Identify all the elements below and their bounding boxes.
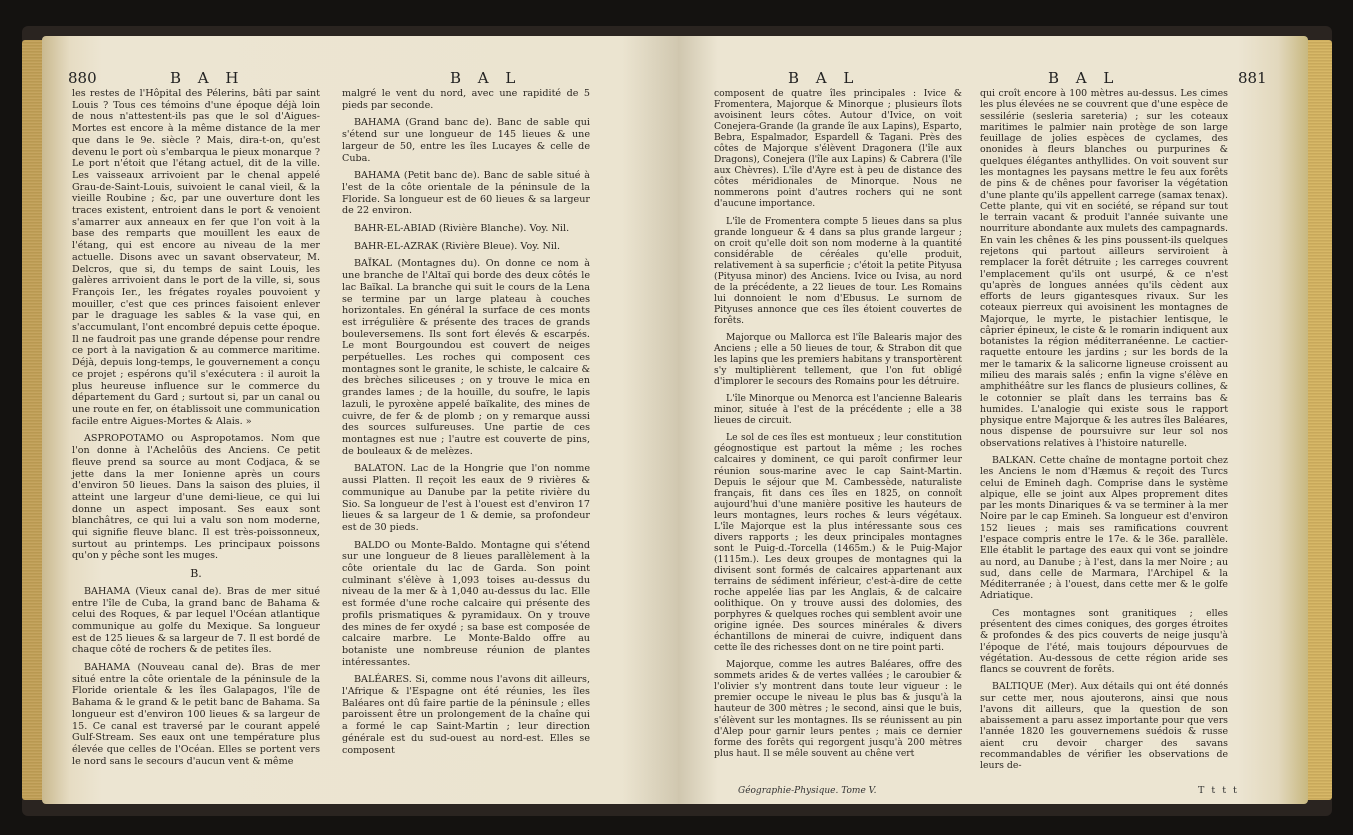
right-page-column-2 <box>980 88 1228 778</box>
paragraph: BAHAMA (Vieux canal de). Bras de mer situé entre l'île de Cuba, la grand banc de Bahama & celui des Roques, & par lequel l'Océan atlantique communique au golfe du Mexique. Sa longueur est de 125 lieues & sa largeur de 7. Il est bordé de chaque côté de rochers & de petites îles. <box>72 585 320 656</box>
right-page-column-1 <box>714 88 962 765</box>
left-page-column-2 <box>342 88 590 762</box>
paragraph: BALKAN. Cette chaîne de montagne portoit chez les Anciens le nom d'Hæmus & reçoit des Turcs celui de Emineh dagh. Comprise dans le système alpique, elle se joint aux Alpes proprement dites par les monts Dinariques & va se terminer à la mer Noire par le cap Emineh. Sa longueur est d'environ 152 lieues ; mais ses ramifications couvrent l'espace compris entre le 17e. & le 36e. parallèle. Elle établit le partage des eaux qui vont se joindre au nord, au Danube ; à l'est, dans la mer Noire ; au sud, dans celle de Marmara, l'Archipel & la Méditerranée ; à l'ouest, dans cette mer & le golfe Adriatique. <box>980 455 1228 602</box>
paragraph: ASPROPOTAMO ou Aspropotamos. Nom que l'on donne à l'Achelôüs des Anciens. Ce petit fleuve prend sa source au mont Codjaca, & se jette dans la mer Ionienne après un cours d'environ 50 lieues. Dans la saison des pluies, il atteint une largeur d'une demi-lieue, ce qui lui donne un aspect imposant. Ses eaux sont blanchâtres, ce qui lui a valu son nom moderne, qui signifie fleuve blanc. Il est très-poissonneux, surtout au printemps. Les principaux poissons qu'on y pêche sont les muges. <box>72 433 320 562</box>
paragraph: Majorque, comme les autres Baléares, offre des sommets arides & de vertes vallées ; le caroubier & l'olivier s'y montrent dans toute leur vigueur : le premier occupe le niveau le plus bas & jusqu'à la hauteur de 300 mètres ; le second, ainsi que le buis, s'élèvent sur les montagnes. Ils se réunissent au pin d'Alep pour garnir leurs pentes ; mais ce dernier forme des forêts qui regorgent jusqu'à 200 mètres plus haut. Il se mêle souvent au chêne vert <box>714 659 962 759</box>
page-number-left: 880 <box>68 69 97 87</box>
paragraph: BAHR-EL-AZRAK (Rivière Bleue). Voy. Nil. <box>354 240 561 252</box>
paragraph: Ces montagnes sont granitiques ; elles présentent des cimes coniques, des gorges étroites & profondes & des pics couverts de neige jusqu'à l'époque de l'été, mais toujours dépourvues de végétation. Au-dessous de cette région aride ses flancs se couvrent de forêts. <box>980 607 1228 676</box>
running-head-left-a: B A H <box>170 69 245 87</box>
right-page <box>678 36 1308 804</box>
left-page <box>42 36 682 804</box>
paragraph: qui croît encore à 100 mètres au-dessus. Les cimes les plus élevées ne se couvrent que d'une espèce de sessilérie (sesleria sareteria) ; sur les coteaux maritimes le palmier nain protège de son large feuillage de jolies espèces de cyclames, des ononides à fleurs blanches ou purpurines & quelques élégantes anthyllides. On voit souvent sur les montagnes les paysans mettre le feu aux forêts de pins & de chênes pour favoriser la végétation d'une plante qu'ils appellent carrege (samax tenax). Cette plante, qui vit en société, se répand sur tout le terrain vacant & produit l'année suivante une nourriture abondante aux mulets des campagnards. En vain les chênes & les pins poussent-ils quelques rejetons qui partout ailleurs serviroient à remplacer la forêt détruite ; les carreges couvrent l'emplacement qu'ils ont usurpé, & ce n'est qu'après de longues années qu'ils cèdent aux efforts de leurs gigantesques rivaux. Sur les coteaux pierreux qui avoisinent les montagnes de Majorque, le myrte, le pistachier lentisque, le câprier épineux, le ciste & le romarin indiquent aux botanistes la région méditerranéenne. Le cactier-raquette entoure les jardins ; sur les bords de la mer le tamarix & la salicorne ligneuse croissent au milieu des marais salés ; enfin la vigne s'élève en amphithéâtre sur les flancs de plusieurs collines, & le cotonnier se plaît dans les terrains bas & humides. L'analogie qui existe sous le rapport physique entre Majorque & les autres îles Baléares, nous dispense de poursuivre sur leur sol nos observations relatives à l'histoire naturelle. <box>980 88 1228 449</box>
paragraph: BALÉARES. Si, comme nous l'avons dit ailleurs, l'Afrique & l'Espagne ont été réunies, les îles Baléares ont dû faire partie de la péninsule ; elles paroissent être un prolongement de la chaîne qui a formé le cap Saint-Martin ; leur direction générale est du sud-ouest au nord-est. Elles se composent <box>342 674 590 756</box>
paragraph: malgré le vent du nord, avec une rapidité de 5 pieds par seconde. <box>342 88 590 111</box>
paragraph: les restes de l'Hôpital des Pélerins, bâti par saint Louis ? Tous ces témoins d'une époque déjà loin de nous n'attestent-ils pas que le sol d'Aigues-Mortes est encore à la même distance de la mer que dans le 9e. siècle ? Mais, dira-t-on, qu'est devenu le port où s'embarqua le pieux monarque ? Le port n'étoit que l'étang actuel, dit de la ville. Les vaisseaux arrivoient par le chenal appelé Grau-de-Saint-Louis, suivoient le canal vieil, & la vieille Roubine ; &c, par une ouverture dont les traces existent, entroient dans le port & venoient s'amarrer aux anneaux en fer que l'on voit à la base des remparts que mouillent les eaux de l'étang, qui est encore au niveau de la mer actuelle. Disons avec un savant observateur, M. Delcros, que si, du temps de saint Louis, les galères arrivoient dans le port de la ville, si, sous François Ier., les frégates royales pouvoient y mouiller, c'est que ces princes faisoient enlever par le draguage les sables & la vase qui, en s'accumulant, l'ont encombré depuis cette époque. Il ne faudroit pas une grande dépense pour rendre ce port à la navigation & au commerce maritime. Déjà, depuis long-temps, le gouvernement a conçu ce projet ; espérons qu'il s'exécutera : il auroit la plus heureuse influence sur le commerce du département du Gard ; surtout si, par un canal ou une route en fer, on établissoit une communication facile entre Aigues-Mortes & Alais. » <box>72 88 320 427</box>
page-number-right: 881 <box>1238 69 1267 87</box>
paragraph: composent de quatre îles principales : Ivice & Fromentera, Majorque & Minorque ; plusieurs îlots avoisinent leurs côtes. Autour d'Ivice, on voit Conejera-Grande (la grande île aux Lapins), Esparto, Bebra, Espalmador, Espardell & Tagani. Près des côtes de Majorque s'élèvent Dragonera (l'île aux Dragons), Conejera (l'île aux Lapins) & Cabrera (l'île aux Chèvres). L'île d'Ayre est à peu de distance des côtes méridionales de Minorque. Nous ne nommerons point d'autres rochers qui ne sont d'aucune importance. <box>714 88 962 210</box>
running-head-right-b: B A L <box>1048 69 1120 87</box>
running-head-left-b: B A L <box>450 69 522 87</box>
left-page-column-1 <box>72 88 320 773</box>
book-edge-right <box>1306 40 1332 800</box>
paragraph: L'île de Fromentera compte 5 lieues dans sa plus grande longueur & 4 dans sa plus grande largeur ; on croit qu'elle doit son nom moderne à la quantité considérable de céréales qu'elle produit, relativement à sa superficie ; c'étoit la petite Pityusa (Pityusa minor) des Anciens. Ivice ou Ivisa, au nord de la précédente, a 22 lieues de tour. Les Romains lui donnoient le nom d'Ebusus. Le surnom de Pityuses annonce que ces îles étoient couvertes de forêts. <box>714 215 962 326</box>
open-book <box>22 26 1332 816</box>
paragraph: BAHAMA (Nouveau canal de). Bras de mer situé entre la côte orientale de la péninsule de la Floride orientale & les îles Galapagos, l'île de Bahama & le grand & le petit banc de Bahama. Sa longueur est d'environ 100 lieues & sa largeur de 15. Ce canal est traversé par le courant appelé Gulf-Stream. Ses eaux ont une température plus élevée que celles de l'Océan. Elles se portent vers le nord sans le secours d'aucun vent & même <box>72 662 320 767</box>
paragraph: BALTIQUE (Mer). Aux détails qui ont été donnés sur cette mer, nous ajouterons, ainsi que nous l'avons dit ailleurs, que la question de son abaissement a paru assez importante pour que vers l'année 1820 les gouvernemens suédois & russe aient cru devoir charger des savans recommandables de vérifier les observations de leurs de- <box>980 681 1228 772</box>
paragraph: BAHAMA (Petit banc de). Banc de sable situé à l'est de la côte orientale de la péninsule de la Floride. Sa longueur est de 60 lieues & sa largeur de 22 environ. <box>342 170 590 217</box>
paragraph: L'île Minorque ou Menorca est l'ancienne Balearis minor, située à l'est de la précédente ; elle a 38 lieues de circuit. <box>714 393 962 427</box>
paragraph: BAHR-EL-ABIAD (Rivière Blanche). Voy. Nil. <box>354 223 570 235</box>
page-footer: Géographie-Physique. Tome V. <box>738 786 877 796</box>
signature-mark: T t t t <box>1198 785 1239 796</box>
paragraph: BALATON. Lac de la Hongrie que l'on nomme aussi Platten. Il reçoit les eaux de 9 rivières & communique au Danube par la petite rivière du Sio. Sa longueur de l'est à l'ouest est d'environ 17 lieues & sa largeur de 1 & demie, sa profondeur est de 30 pieds. <box>342 463 590 533</box>
paragraph: BALDO ou Monte-Baldo. Montagne qui s'étend sur une longueur de 8 lieues parallèlement à la côte orientale du lac de Garda. Son point culminant s'élève à 1,093 toises au-dessus du niveau de la mer & à 1,040 au-dessus du lac. Elle est formée d'une roche calcaire qui présente des profils prismatiques & pyramidaux. On y trouve des mines de fer oxydé ; sa base est composée de calcaire marbre. Le Monte-Baldo offre au botaniste une nombreuse réunion de plantes intéressantes. <box>342 539 590 668</box>
paragraph: Majorque ou Mallorca est l'île Balearis major des Anciens ; elle a 50 lieues de tour, & Strabon dit que les lapins que les premiers habitans y transportèrent s'y multiplièrent tellement, que l'on fut obligé d'implorer le secours des Romains pour les détruire. <box>714 331 962 388</box>
paragraph: Le sol de ces îles est montueux ; leur constitution géognostique est partout la même ; les roches calcaires y dominent, ce qui paroît confirmer leur réunion sous-marine avec le cap Saint-Martin. Depuis le séjour que M. Cambessède, naturaliste français, fit dans ces îles en 1825, on connoît aujourd'hui d'une manière positive les hauteurs de leurs montagnes, leurs roches & leurs végétaux. L'île Majorque est la plus intéressante sous ces divers rapports ; les deux principales montagnes sont le Puig-d.-Torcella (1465m.) & le Puig-Major (1115m.). Les deux groupes de montagnes qui la divisent sont formés de calcaires appartenant aux terrains de sédiment inférieur, c'est-à-dire de cette roche appelée lias par les Anglais, & de calcaire oolithique. On y trouve aussi des dolomies, des porphyres & quelques roches qui semblent avoir une origine ignée. Des sources minérales & divers échantillons de minerai de cuivre, indiquent dans cette île des richesses dont on ne tire point parti. <box>714 432 962 654</box>
section-letter: B. <box>190 567 202 581</box>
paragraph: BAHAMA (Grand banc de). Banc de sable qui s'étend sur une longueur de 145 lieues & une largeur de 50, entre les îles Lucayes & celle de Cuba. <box>342 117 590 164</box>
running-head-right-a: B A L <box>788 69 860 87</box>
paragraph: BAÏKAL (Montagnes du). On donne ce nom à une branche de l'Altaï qui borde des deux côtés le lac Baïkal. La branche qui suit le cours de la Lena se termine par un large plateau à couches horizontales. En général la surface de ces monts est irrégulière & présente des traces de grands bouleversemens. Ils sont fort élevés & escarpés. Le mont Bourgoundou est couvert de neiges perpétuelles. Les roches qui composent ces montagnes sont le granite, le schiste, le calcaire & des brèches siliceuses ; on y trouve le mica en grandes lames ; de la houille, du soufre, le lapis lazuli, le pyroxène appelé baïkalite, des mines de cuivre, de fer & de plomb ; on y remarque aussi des sources sulfureuses. Une partie de ces montagnes est nue ; l'autre est couverte de pins, de bouleaux & de melèzes. <box>342 258 590 457</box>
